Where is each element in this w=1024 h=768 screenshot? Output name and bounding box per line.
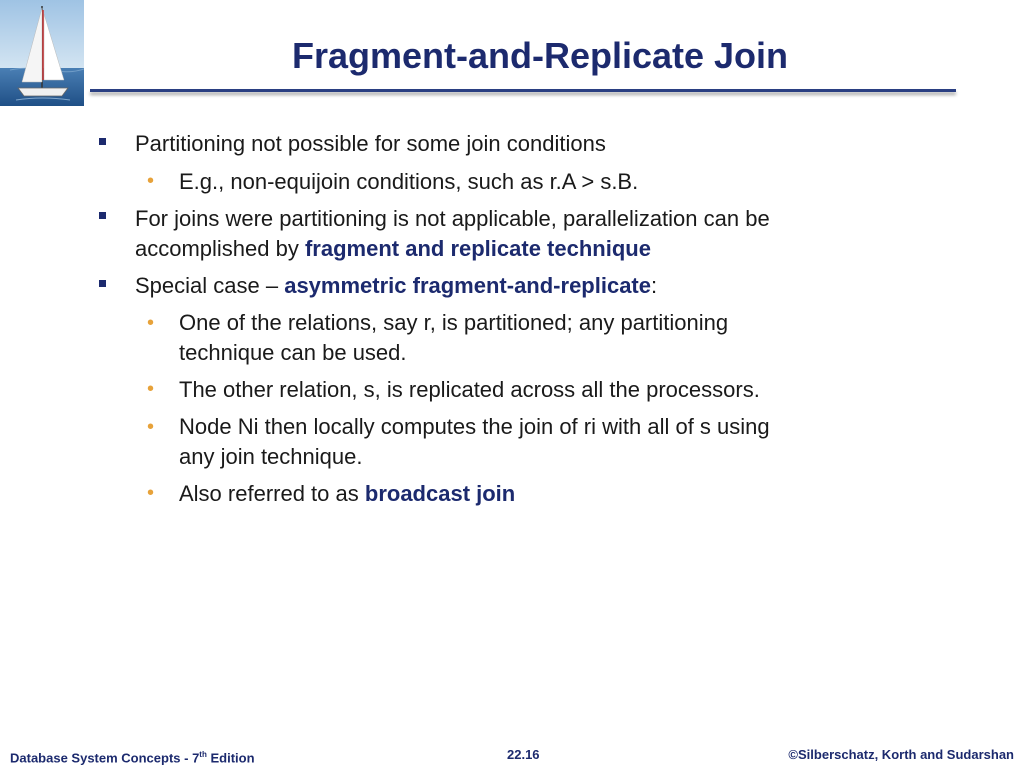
dot-bullet-icon: • (147, 312, 155, 334)
bullet-text (135, 204, 915, 264)
bullet-prefix: Special case – (135, 273, 285, 298)
emphasis-term: broadcast join (364, 481, 516, 506)
bullet-prefix: Also referred to as (179, 481, 365, 506)
bullet-line: any join technique. (179, 444, 363, 469)
footer-superscript: th (199, 750, 207, 759)
emphasis-term: asymmetric fragment-and-replicate (284, 273, 651, 298)
slide-number: 22.16 (507, 747, 540, 762)
sub-bullet-text: The other relation, s, is replicated across all the processors. (179, 377, 760, 402)
bullet-line: For joins were partitioning is not applicable, parallelization can be (135, 206, 770, 231)
bullet-text: Partitioning not possible for some join conditions (135, 131, 606, 156)
sub-bullet-text (179, 412, 879, 472)
bullet-line: technique can be used. (179, 340, 407, 365)
emphasis-term: fragment and replicate technique (304, 236, 651, 261)
sub-bullet-text (179, 479, 879, 509)
slide-title: Fragment-and-Replicate Join (291, 35, 789, 76)
sub-bullet-text: E.g., non-equijoin conditions, such as r.A > s.B. (179, 169, 639, 194)
dot-bullet-icon: • (147, 378, 155, 400)
footer-text: Edition (206, 750, 255, 766)
footer-book-title (10, 745, 255, 765)
dot-bullet-icon: • (147, 482, 155, 504)
dot-bullet-icon: • (147, 416, 155, 438)
square-bullet-icon (99, 280, 106, 287)
bullet-line: accomplished by (135, 236, 305, 261)
bullet-line: One of the relations, say r, is partitioned; any partitioning (179, 310, 729, 335)
footer-text: Database System Concepts - 7 (10, 750, 200, 766)
square-bullet-icon (99, 212, 106, 219)
sub-bullet-text (179, 308, 879, 368)
bullet-text (135, 271, 915, 301)
footer-copyright: ©Silberschatz, Korth and Sudarshan (788, 747, 1014, 762)
bullet-suffix: : (651, 273, 658, 298)
dot-bullet-icon: • (147, 170, 155, 192)
square-bullet-icon (99, 138, 106, 145)
bullet-line: Node Ni then locally computes the join of ri with all of s using (179, 414, 770, 439)
